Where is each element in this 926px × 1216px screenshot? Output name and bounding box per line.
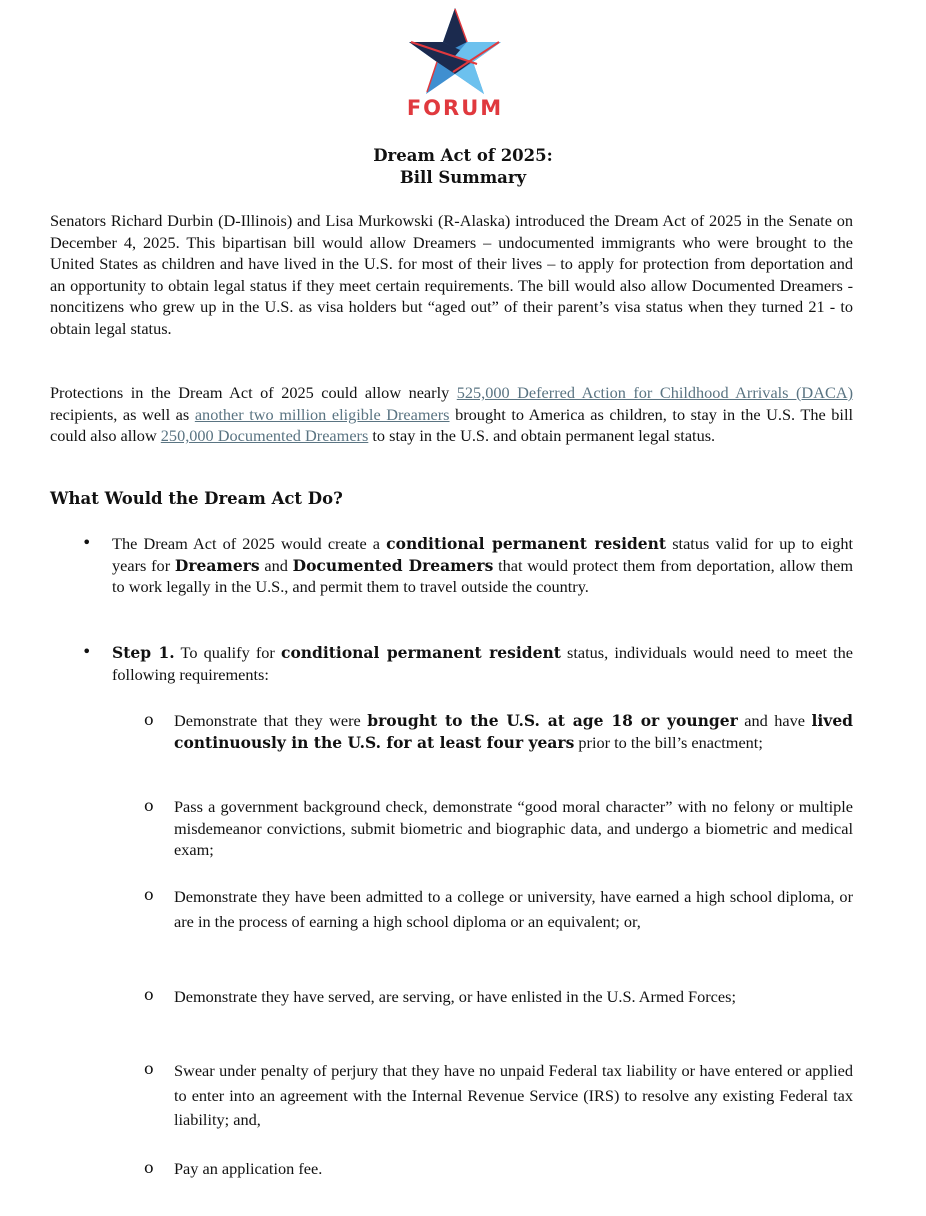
sub-list-item: Demonstrate they have served, are serving, or have enlisted in the U.S. Armed Forces; bbox=[174, 987, 736, 1006]
logo-wordmark: FORUM bbox=[406, 96, 504, 120]
sub-bullet-marker: o bbox=[144, 885, 154, 904]
sub-list-item: Pay an application fee. bbox=[174, 1159, 323, 1178]
star-icon bbox=[407, 6, 503, 94]
bullet-marker: • bbox=[82, 533, 92, 552]
sub-bullet-marker: o bbox=[144, 1059, 154, 1078]
list-item: The Dream Act of 2025 would create a conditional permanent resident status valid for up to eight years for Dreamers and Documented Dreamers that would protect them from deportation, allow them to work legally in the U.S., and permit them to travel outside the country. bbox=[112, 534, 854, 596]
intro-paragraph: Senators Richard Durbin (D-Illinois) and Lisa Murkowski (R-Alaska) introduced the Dream Act of 2025 in the Senate on December 4, 2025. This bipartisan bill would allow Dreamers – undocumented immigrants who were brought to the United States as children and have lived in the U.S. for most of their lives – to apply for protection from deportation and an opportunity to obtain legal status if they meet certain requirements. The bill would also allow Documented Dreamers - noncitizens who grew up in the U.S. as visa holders but “aged out” of their parent’s visa status when they turned 21 - to obtain legal status. bbox=[50, 211, 853, 338]
sub-bullet-marker: o bbox=[144, 796, 154, 815]
sub-bullet-marker: o bbox=[144, 1158, 154, 1177]
forum-logo bbox=[395, 6, 515, 126]
sub-list-item: Demonstrate that they were brought to the U.S. at age 18 or younger and have lived continuously in the U.S. for at least four years prior to the bill’s enactment; bbox=[174, 711, 854, 752]
documented-dreamers-link[interactable]: 250,000 Documented Dreamers bbox=[160, 426, 369, 445]
title-line-1: Dream Act of 2025: bbox=[373, 146, 553, 165]
page-title bbox=[0, 145, 926, 189]
sub-bullet-marker: o bbox=[144, 710, 154, 729]
list-item: Step 1. To qualify for conditional permanent resident status, individuals would need to meet the following requirements: bbox=[112, 643, 853, 684]
daca-recipients-link[interactable]: 525,000 Deferred Action for Childhood Arrivals (DACA) bbox=[456, 383, 853, 402]
eligible-dreamers-link[interactable]: another two million eligible Dreamers bbox=[194, 404, 450, 424]
sub-bullet-marker: o bbox=[144, 985, 154, 1004]
sub-list-item: Pass a government background check, demonstrate “good moral character” with no felony or multiple misdemeanor convictions, submit biometric and biographic data, and undergo a biometric and medical exam; bbox=[174, 797, 853, 859]
section-heading: What Would the Dream Act Do? bbox=[50, 489, 343, 508]
protections-paragraph: Protections in the Dream Act of 2025 could allow nearly 525,000 Deferred Action for Childhood Arrivals (DACA) recipients, as well as another two million eligible Dreamers brought to America as children, to stay in the U.S. The bill could also allow 250,000 Documented Dreamers to stay in the U.S. and obtain permanent legal status. bbox=[50, 383, 854, 445]
title-line-2: Bill Summary bbox=[399, 168, 527, 187]
sub-list-item: Swear under penalty of perjury that they have no unpaid Federal tax liability or have entered or applied to enter into an agreement with the Internal Revenue Service (IRS) to resolve any existing Federal tax liability; and, bbox=[174, 1061, 853, 1129]
bullet-marker: • bbox=[82, 642, 92, 661]
sub-list-item: Demonstrate they have been admitted to a college or university, have earned a high school diploma, or are in the process of earning a high school diploma or an equivalent; or, bbox=[174, 887, 853, 931]
